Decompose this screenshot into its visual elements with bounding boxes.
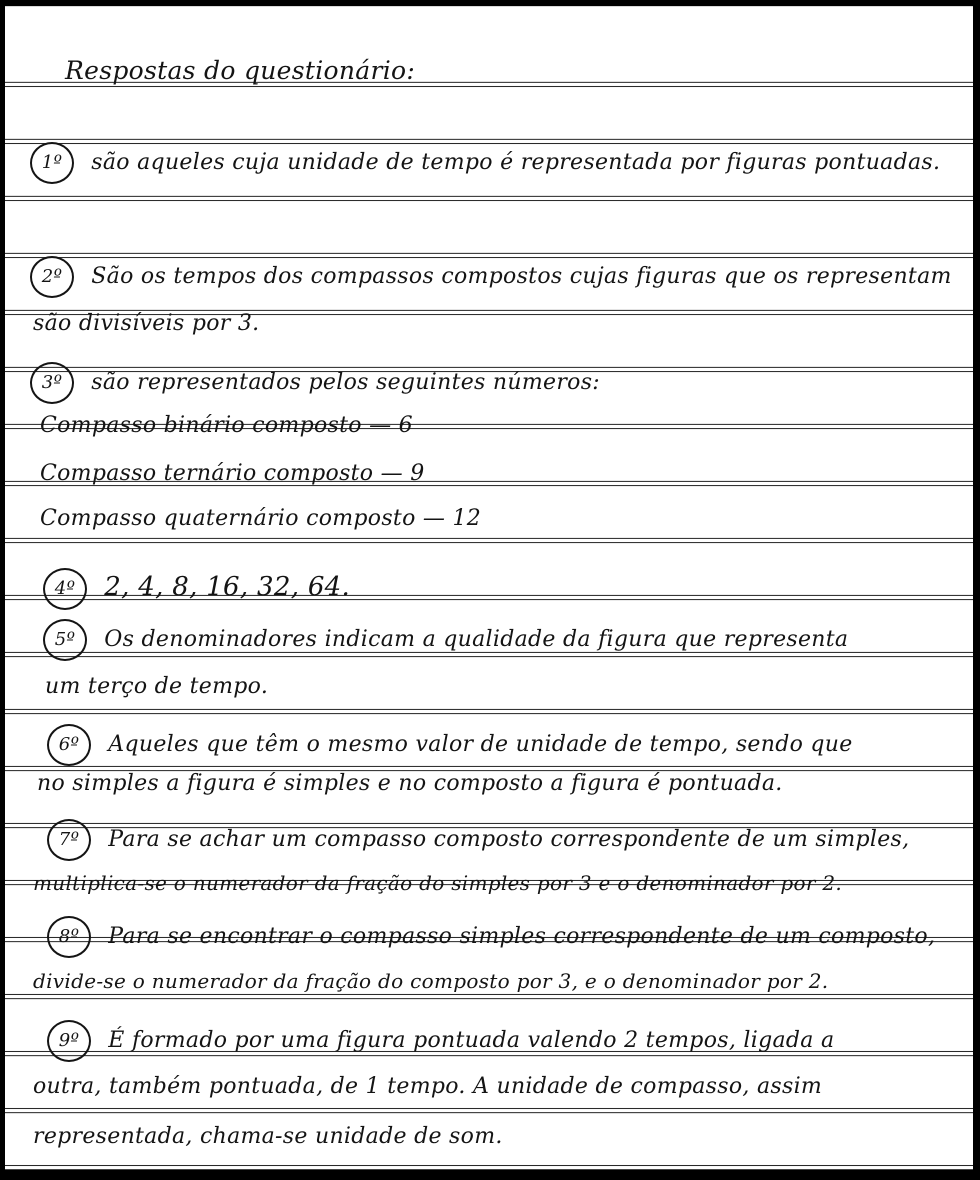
answer-number-9: 9º xyxy=(47,1020,91,1062)
answer-6-line-1: Aqueles que têm o mesmo valor de unidade de tempo, sendo que xyxy=(108,732,853,757)
answer-9-line-1: É formado por uma figura pontuada valendo 2 tempos, ligada a xyxy=(108,1028,835,1053)
answer-7-line-1: Para se achar um compasso composto correspondente de um simples, xyxy=(108,827,910,852)
answer-6 xyxy=(47,724,853,766)
answer-9 xyxy=(47,1020,834,1062)
answer-number-4: 4º xyxy=(43,568,87,610)
answer-4-line-1: 2, 4, 8, 16, 32, 64. xyxy=(104,572,351,602)
answer-8 xyxy=(47,916,935,958)
answer-number-8: 8º xyxy=(47,916,91,958)
answer-3-line-4: Compasso quaternário composto — 12 xyxy=(40,506,482,531)
answer-1 xyxy=(30,142,940,184)
answer-6-line-2: no simples a figura é simples e no composto a figura é pontuada. xyxy=(37,771,783,796)
answer-2 xyxy=(30,256,952,298)
answer-2-line-1: São os tempos dos compassos compostos cujas figuras que os representam xyxy=(91,264,952,289)
document-title: Respostas do questionário: xyxy=(65,56,416,85)
answer-number-1: 1º xyxy=(30,142,74,184)
answer-9-line-3: representada, chama-se unidade de som. xyxy=(33,1124,503,1149)
answer-3 xyxy=(30,362,600,404)
answer-8-line-1: Para se encontrar o compasso simples correspondente de um composto, xyxy=(108,924,936,949)
answer-9-line-2: outra, também pontuada, de 1 tempo. A unidade de compasso, assim xyxy=(33,1074,823,1099)
answer-5-line-2: um terço de tempo. xyxy=(45,674,269,699)
answer-number-7: 7º xyxy=(47,819,91,861)
answer-5-line-1: Os denominadores indicam a qualidade da figura que representa xyxy=(104,627,849,652)
answer-1-line-1: são aqueles cuja unidade de tempo é representada por figuras pontuadas. xyxy=(91,150,941,175)
answer-7 xyxy=(47,819,909,861)
answer-5 xyxy=(43,619,848,661)
answer-number-2: 2º xyxy=(30,256,74,298)
answer-number-6: 6º xyxy=(47,724,91,766)
answer-3-line-1: são representados pelos seguintes números: xyxy=(91,370,601,395)
answer-number-3: 3º xyxy=(30,362,74,404)
answer-7-line-2: multiplica-se o numerador da fração do simples por 3 e o denominador por 2. xyxy=(33,871,843,895)
ruled-paper-sheet xyxy=(5,6,973,1170)
answer-3-line-2: Compasso binário composto — 6 xyxy=(40,413,413,438)
answer-number-5: 5º xyxy=(43,619,87,661)
answer-4 xyxy=(43,568,350,610)
answer-8-line-2: divide-se o numerador da fração do composto por 3, e o denominador por 2. xyxy=(33,969,829,993)
answer-3-line-3: Compasso ternário composto — 9 xyxy=(40,461,425,486)
answer-2-line-2: são divisíveis por 3. xyxy=(33,311,260,336)
